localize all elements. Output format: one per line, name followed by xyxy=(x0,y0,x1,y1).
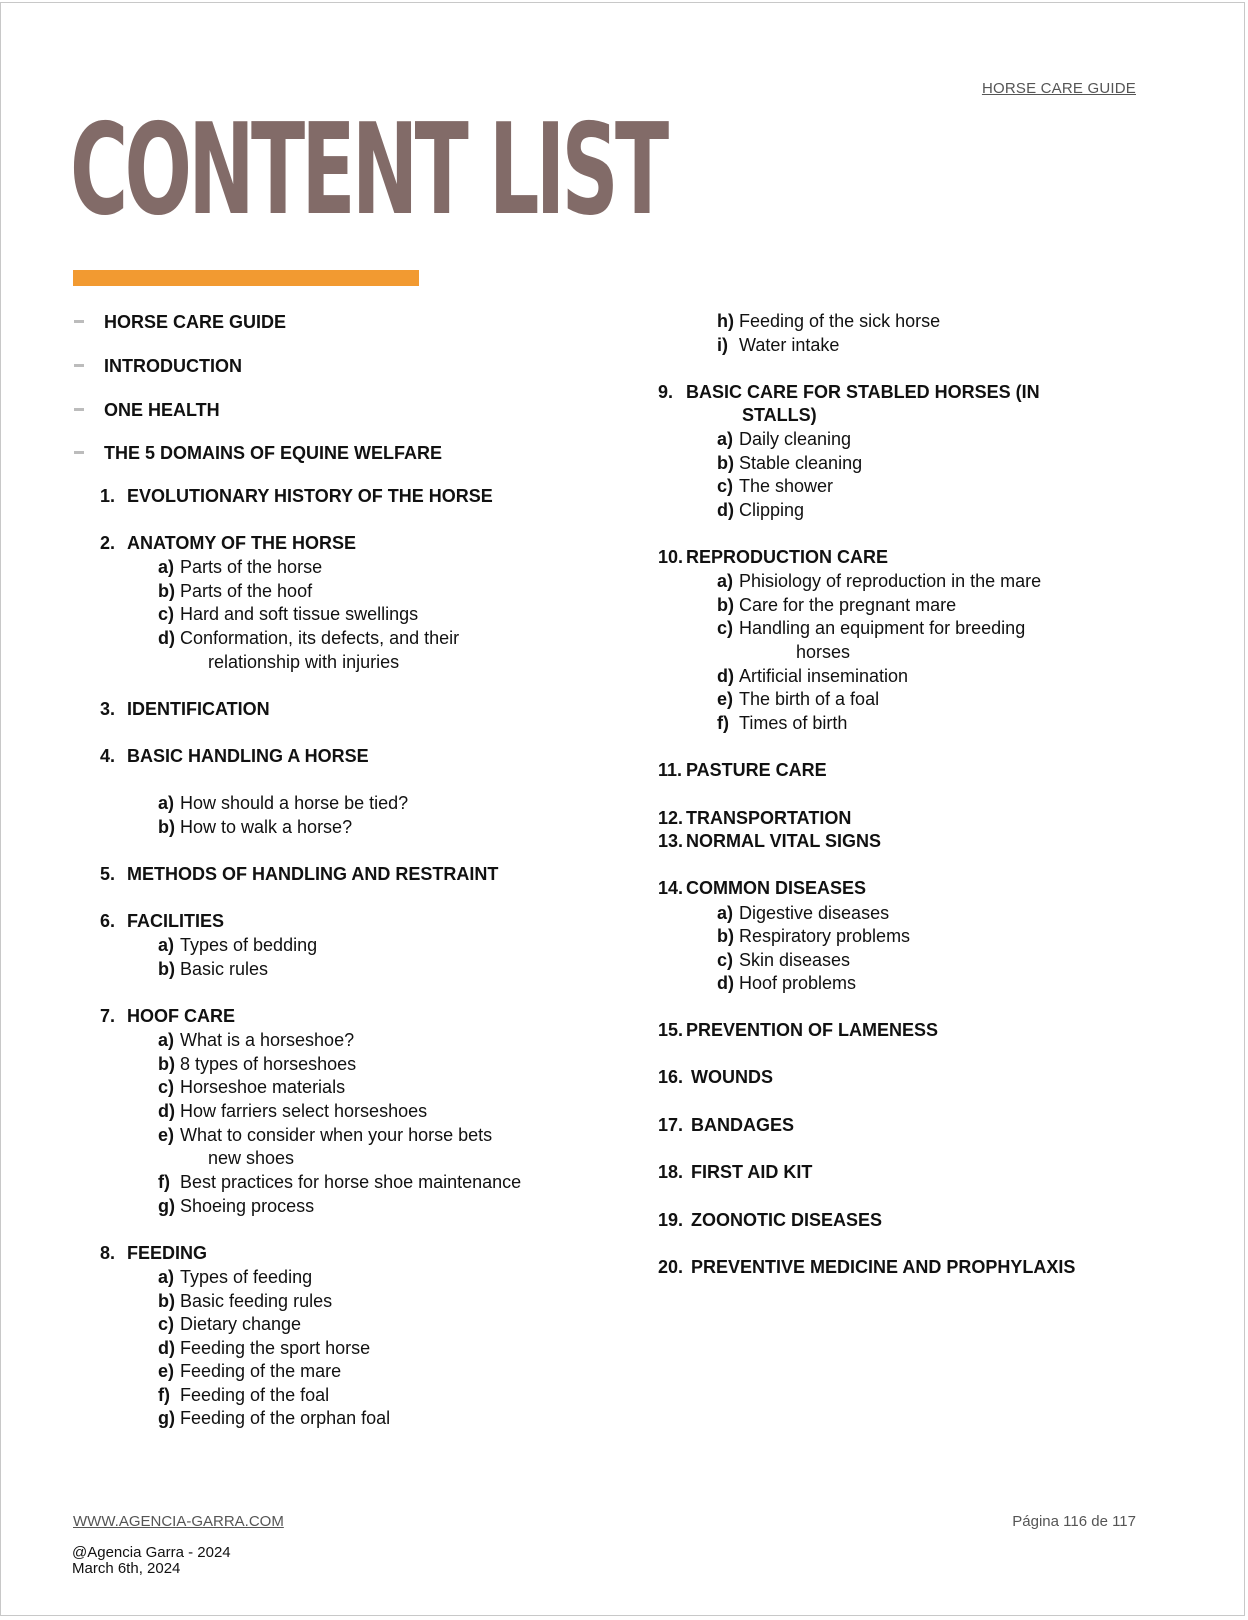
subitem-letter: b) xyxy=(158,581,175,601)
header-guide-link[interactable]: HORSE CARE GUIDE xyxy=(981,80,1136,97)
section-number: 17. xyxy=(658,1115,684,1135)
subitem-letter: c) xyxy=(717,618,734,638)
subitem-text: Feeding of the sick horse xyxy=(739,311,941,331)
subitem-text: 8 types of horseshoes xyxy=(180,1054,357,1074)
section-title: EVOLUTIONARY HISTORY OF THE HORSE xyxy=(127,486,493,506)
subitem-letter: f) xyxy=(158,1385,170,1405)
subitem-text: Times of birth xyxy=(739,713,848,733)
subitem-text: The birth of a foal xyxy=(739,689,880,709)
bullet-label: INTRODUCTION xyxy=(104,356,242,376)
subitem-continuation: relationship with injuries xyxy=(208,652,400,672)
subitem-letter: b) xyxy=(717,595,734,615)
subitem-text: Shoeing process xyxy=(180,1196,315,1216)
subitem-text: What to consider when your horse bets xyxy=(180,1125,493,1145)
section-number: 1. xyxy=(100,486,116,506)
section-number: 6. xyxy=(100,911,116,931)
subitem-text: How to walk a horse? xyxy=(180,817,353,837)
subitem-letter: a) xyxy=(158,557,175,577)
section-title: PREVENTION OF LAMENESS xyxy=(686,1020,939,1040)
subitem-text: Handling an equipment for breeding xyxy=(739,618,1026,638)
section-number: 16. xyxy=(658,1067,684,1087)
subitem-letter: d) xyxy=(158,628,175,648)
subitem-text: Hoof problems xyxy=(739,973,857,993)
subitem-letter: e) xyxy=(717,689,734,709)
section-number: 5. xyxy=(100,864,116,884)
footer-copyright xyxy=(72,1545,231,1577)
subitem-letter: a) xyxy=(717,429,734,449)
subitem-continuation: horses xyxy=(796,642,851,662)
subitem-letter: b) xyxy=(158,1291,175,1311)
accent-bar xyxy=(73,270,419,286)
subitem-letter: e) xyxy=(158,1125,175,1145)
dash-bullet-icon xyxy=(74,408,84,411)
subitem-letter: b) xyxy=(158,1054,175,1074)
subitem-text: Feeding of the foal xyxy=(180,1385,330,1405)
subitem-letter: e) xyxy=(158,1361,175,1381)
copyright-text: @Agencia Garra - 2024 xyxy=(72,1544,231,1561)
section-number: 9. xyxy=(658,382,674,402)
section-title: ANATOMY OF THE HORSE xyxy=(127,533,357,553)
subitem-letter: a) xyxy=(158,1267,175,1287)
section-number: 7. xyxy=(100,1006,116,1026)
subitem-letter: d) xyxy=(158,1101,175,1121)
dash-bullet-icon xyxy=(74,320,84,323)
section-number: 18. xyxy=(658,1162,684,1182)
bullet-label: ONE HEALTH xyxy=(104,400,220,420)
subitem-text: Respiratory problems xyxy=(739,926,911,946)
subitem-text: Best practices for horse shoe maintenance xyxy=(180,1172,522,1192)
section-title-continuation: STALLS) xyxy=(742,405,817,425)
subitem-letter: c) xyxy=(717,476,734,496)
subitem-continuation: new shoes xyxy=(208,1148,295,1168)
subitem-letter: h) xyxy=(717,311,734,331)
section-number: 10. xyxy=(658,547,684,567)
subitem-text: What is a horseshoe? xyxy=(180,1030,355,1050)
subitem-text: Conformation, its defects, and their xyxy=(180,628,460,648)
subitem-letter: g) xyxy=(158,1196,175,1216)
subitem-letter: f) xyxy=(158,1172,170,1192)
section-number: 19. xyxy=(658,1210,684,1230)
section-title: NORMAL VITAL SIGNS xyxy=(686,831,882,851)
section-number: 4. xyxy=(100,746,116,766)
subitem-letter: a) xyxy=(158,1030,175,1050)
date-text: March 6th, 2024 xyxy=(72,1560,181,1577)
dash-bullet-icon xyxy=(74,451,84,454)
bullet-label: HORSE CARE GUIDE xyxy=(104,312,287,332)
section-number: 2. xyxy=(100,533,116,553)
bullet-label: THE 5 DOMAINS OF EQUINE WELFARE xyxy=(104,443,443,463)
subitem-text: Daily cleaning xyxy=(739,429,852,449)
section-title: BANDAGES xyxy=(691,1115,795,1135)
subitem-text: Basic feeding rules xyxy=(180,1291,333,1311)
section-number: 14. xyxy=(658,878,684,898)
subitem-text: Digestive diseases xyxy=(739,903,890,923)
section-number: 3. xyxy=(100,699,116,719)
subitem-text: The shower xyxy=(739,476,834,496)
footer-website-link[interactable]: WWW.AGENCIA-GARRA.COM xyxy=(73,1513,284,1530)
subitem-letter: f) xyxy=(717,713,729,733)
subitem-letter: c) xyxy=(158,1314,175,1334)
section-title: PASTURE CARE xyxy=(686,760,827,780)
section-title: FACILITIES xyxy=(127,911,225,931)
section-title: TRANSPORTATION xyxy=(686,808,852,828)
section-number: 15. xyxy=(658,1020,684,1040)
subitem-text: Types of feeding xyxy=(180,1267,313,1287)
subitem-text: Feeding of the mare xyxy=(180,1361,342,1381)
subitem-letter: c) xyxy=(717,950,734,970)
subitem-letter: b) xyxy=(717,926,734,946)
subitem-text: Feeding the sport horse xyxy=(180,1338,371,1358)
section-title: PREVENTIVE MEDICINE AND PROPHYLAXIS xyxy=(691,1257,1076,1277)
section-number: 20. xyxy=(658,1257,684,1277)
subitem-text: Types of bedding xyxy=(180,935,318,955)
subitem-letter: c) xyxy=(158,604,175,624)
subitem-text: Dietary change xyxy=(180,1314,302,1334)
subitem-letter: i) xyxy=(717,335,728,355)
subitem-text: Care for the pregnant mare xyxy=(739,595,957,615)
subitem-text: Feeding of the orphan foal xyxy=(180,1408,391,1428)
section-number: 13. xyxy=(658,831,684,851)
subitem-letter: d) xyxy=(717,973,734,993)
subitem-letter: d) xyxy=(158,1338,175,1358)
section-number: 11. xyxy=(658,760,683,780)
section-title: ZOONOTIC DISEASES xyxy=(691,1210,883,1230)
subitem-letter: b) xyxy=(158,959,175,979)
subitem-letter: a) xyxy=(717,903,734,923)
section-title: COMMON DISEASES xyxy=(686,878,867,898)
subitem-text: Artificial insemination xyxy=(739,666,909,686)
subitem-letter: a) xyxy=(158,793,175,813)
section-title: FIRST AID KIT xyxy=(691,1162,813,1182)
section-title: REPRODUCTION CARE xyxy=(686,547,889,567)
subitem-text: Stable cleaning xyxy=(739,453,863,473)
subitem-letter: d) xyxy=(717,500,734,520)
section-title: HOOF CARE xyxy=(127,1006,235,1026)
subitem-letter: b) xyxy=(717,453,734,473)
subitem-text: Water intake xyxy=(739,335,840,355)
subitem-letter: a) xyxy=(717,571,734,591)
section-title: BASIC HANDLING A HORSE xyxy=(127,746,369,766)
subitem-text: Hard and soft tissue swellings xyxy=(180,604,419,624)
subitem-text: Horseshoe materials xyxy=(180,1077,346,1097)
subitem-letter: a) xyxy=(158,935,175,955)
subitem-text: Basic rules xyxy=(180,959,269,979)
section-title: WOUNDS xyxy=(691,1067,773,1087)
section-number: 12. xyxy=(658,808,684,828)
subitem-letter: g) xyxy=(158,1408,175,1428)
subitem-text: Phisiology of reproduction in the mare xyxy=(739,571,1042,591)
subitem-letter: b) xyxy=(158,817,175,837)
page-number: Página 116 de 117 xyxy=(1012,1513,1136,1530)
page-title: CONTENT LIST xyxy=(70,97,666,244)
subitem-letter: c) xyxy=(158,1077,175,1097)
subitem-letter: d) xyxy=(717,666,734,686)
section-title: FEEDING xyxy=(127,1243,208,1263)
subitem-text: Parts of the hoof xyxy=(180,581,313,601)
subitem-text: Parts of the horse xyxy=(180,557,323,577)
subitem-text: How farriers select horseshoes xyxy=(180,1101,428,1121)
subitem-text: Clipping xyxy=(739,500,805,520)
section-title: METHODS OF HANDLING AND RESTRAINT xyxy=(127,864,499,884)
subitem-text: How should a horse be tied? xyxy=(180,793,409,813)
subitem-text: Skin diseases xyxy=(739,950,851,970)
section-number: 8. xyxy=(100,1243,116,1263)
section-title: BASIC CARE FOR STABLED HORSES (IN xyxy=(686,382,1040,402)
section-title: IDENTIFICATION xyxy=(127,699,270,719)
dash-bullet-icon xyxy=(74,364,84,367)
